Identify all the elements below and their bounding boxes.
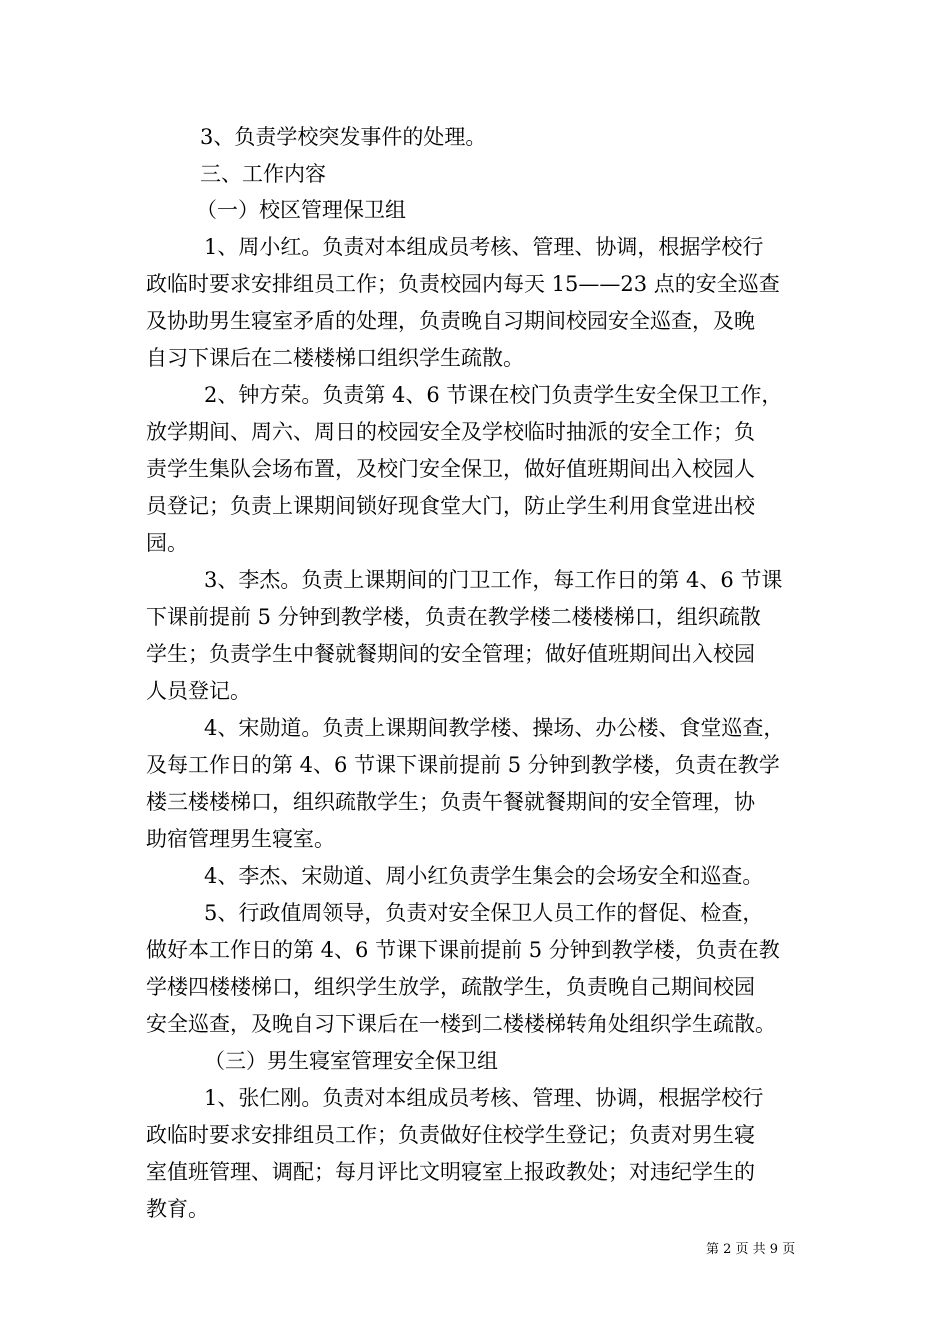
text-line: 5、行政值周领导，负责对安全保卫人员工作的督促、检查， [204,901,764,925]
text-line: 员登记；负责上课期间锁好现食堂大门，防止学生利用食堂进出校 [146,494,755,518]
text-line: 学楼四楼楼梯口，组织学生放学，疏散学生，负责晚自己期间校园 [146,975,755,999]
subsection-heading: （一）校区管理保卫组 [196,198,406,222]
text-line: 1、周小红。负责对本组成员考核、管理、协调，根据学校行 [204,235,764,259]
text-line: 4、李杰、宋勋道、周小红负责学生集会的会场安全和巡查。 [204,864,764,888]
text-line: 及协助男生寝室矛盾的处理，负责晚自习期间校园安全巡查，及晚 [146,309,755,333]
text-line: 教育。 [146,1197,209,1221]
text-line: 做好本工作日的第 4、6 节课下课前提前 5 分钟到教学楼，负责在教 [146,938,780,962]
text-line: 下课前提前 5 分钟到教学楼，负责在教学楼二楼楼梯口，组织疏散 [146,605,761,629]
text-line: 3、李杰。负责上课期间的门卫工作，每工作日的第 4、6 节课 [204,568,783,592]
text-line: 室值班管理、调配；每月评比文明寝室上报政教处；对违纪学生的 [146,1160,755,1184]
section-heading: 三、工作内容 [200,162,326,186]
text-line: 及每工作日的第 4、6 节课下课前提前 5 分钟到教学楼，负责在教学 [146,753,780,777]
text-line: 政临时要求安排组员工作；负责做好住校学生登记；负责对男生寝 [146,1123,755,1147]
text-line: 园。 [146,531,188,555]
text-line: 楼三楼楼梯口，组织疏散学生；负责午餐就餐期间的安全管理，协 [146,790,755,814]
page-number-footer: 第 2 页 共 9 页 [706,1242,796,1257]
text-line: 4、宋勋道。负责上课期间教学楼、操场、办公楼、食堂巡查， [204,716,785,740]
text-line: 1、张仁刚。负责对本组成员考核、管理、协调，根据学校行 [204,1086,764,1110]
text-line: 2、钟方荣。负责第 4、6 节课在校门负责学生安全保卫工作， [204,383,783,407]
text-line: 放学期间、周六、周日的校园安全及学校临时抽派的安全工作；负 [146,420,755,444]
text-line: 助宿管理男生寝室。 [146,827,335,851]
text-line: 自习下课后在二楼楼梯口组织学生疏散。 [146,346,524,370]
text-line: 责学生集队会场布置，及校门安全保卫，做好值班期间出入校园人 [146,457,755,481]
text-line: 政临时要求安排组员工作；负责校园内每天 15——23 点的安全巡查 [146,272,780,296]
text-line: 3、负责学校突发事件的处理。 [200,125,487,149]
text-line: 人员登记。 [146,679,251,703]
subsection-heading: （三）男生寝室管理安全保卫组 [204,1049,498,1073]
text-line: 安全巡查，及晚自习下课后在一楼到二楼楼梯转角处组织学生疏散。 [146,1012,776,1036]
text-line: 学生；负责学生中餐就餐期间的安全管理；做好值班期间出入校园 [146,642,755,666]
